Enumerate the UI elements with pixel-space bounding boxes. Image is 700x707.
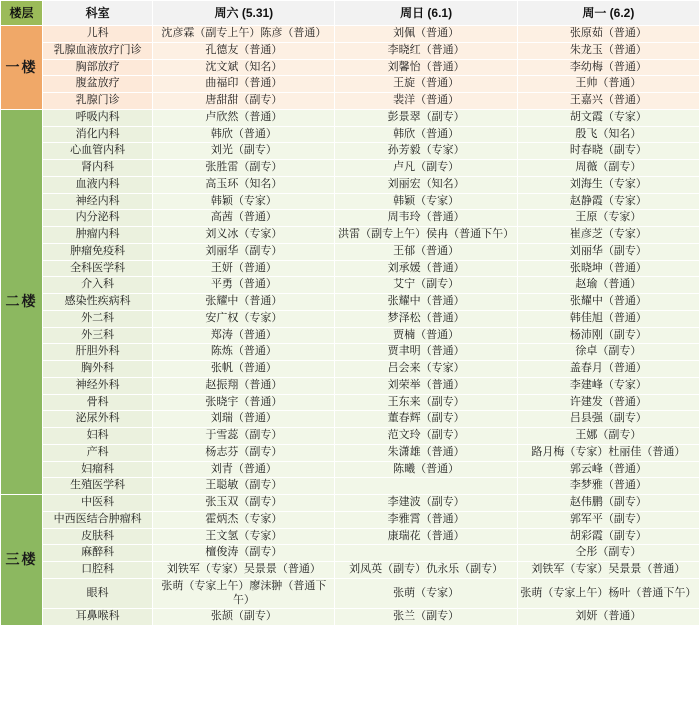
schedule-cell: 檀俊涛（副专） [153, 545, 335, 562]
schedule-cell: 刘瑞（普通） [153, 411, 335, 428]
schedule-cell: 张帆（普通） [153, 361, 335, 378]
schedule-cell: 盖春月（普通） [517, 361, 699, 378]
schedule-cell: 王娜（副专） [517, 428, 699, 445]
department-name: 乳腺血液放疗门诊 [43, 42, 153, 59]
header-day-sunday: 周日 (6.1) [335, 1, 517, 26]
department-name: 口腔科 [43, 562, 153, 579]
schedule-cell: 王聪敏（副专） [153, 478, 335, 495]
department-name: 中医科 [43, 495, 153, 512]
schedule-cell: 康瑞花（普通） [335, 528, 517, 545]
schedule-cell: 刘凤英（副专）仇永乐（副专） [335, 562, 517, 579]
schedule-cell: 郑涛（普通） [153, 327, 335, 344]
schedule-cell: 刘承媛（普通） [335, 260, 517, 277]
schedule-cell: 刘丽宏（知名） [335, 176, 517, 193]
schedule-cell: 陈曦（普通） [335, 461, 517, 478]
schedule-cell: 殷飞（知名） [517, 126, 699, 143]
schedule-cell: 许建发（普通） [517, 394, 699, 411]
schedule-cell: 张晓坤（普通） [517, 260, 699, 277]
department-name: 神经内科 [43, 193, 153, 210]
schedule-cell: 韩欣（普通） [335, 126, 517, 143]
department-name: 儿科 [43, 26, 153, 43]
table-row [1, 227, 700, 244]
table-row [1, 277, 700, 294]
schedule-cell: 霍炳杰（专家） [153, 511, 335, 528]
table-row [1, 126, 700, 143]
table-row [1, 528, 700, 545]
schedule-cell: 赵静霞（专家） [517, 193, 699, 210]
header-floor: 楼层 [1, 1, 43, 26]
table-row [1, 344, 700, 361]
schedule-cell: 高茜（普通） [153, 210, 335, 227]
table-row [1, 511, 700, 528]
schedule-cell: 梦泽松（普通） [335, 310, 517, 327]
schedule-cell: 裴洋（普通） [335, 93, 517, 110]
department-name: 皮肤科 [43, 528, 153, 545]
department-name: 耳鼻喉科 [43, 609, 153, 626]
schedule-cell: 崔彦芝（专家） [517, 227, 699, 244]
schedule-cell: 张耀中（普通） [517, 294, 699, 311]
schedule-cell: 朱潇雄（普通） [335, 444, 517, 461]
table-row [1, 609, 700, 626]
department-name: 腹盆放疗 [43, 76, 153, 93]
schedule-cell: 朱龙玉（普通） [517, 42, 699, 59]
schedule-cell: 刘馨怡（普通） [335, 59, 517, 76]
schedule-cell: 董春辉（副专） [335, 411, 517, 428]
schedule-cell: 杨志芬（副专） [153, 444, 335, 461]
schedule-cell: 张原茹（普通） [517, 26, 699, 43]
schedule-cell: 张萌（专家） [335, 578, 517, 609]
table-row [1, 495, 700, 512]
schedule-cell: 高玉环（知名） [153, 176, 335, 193]
department-name: 妇瘤科 [43, 461, 153, 478]
department-name: 消化内科 [43, 126, 153, 143]
schedule-cell: 刘铁军（专家）吴景景（普通） [153, 562, 335, 579]
schedule-cell: 曲福印（普通） [153, 76, 335, 93]
department-name: 中西医结合肿瘤科 [43, 511, 153, 528]
department-name: 外三科 [43, 327, 153, 344]
department-name: 胸外科 [43, 361, 153, 378]
department-name: 眼科 [43, 578, 153, 609]
schedule-cell: 刘铁军（专家）吴景景（普通） [517, 562, 699, 579]
schedule-cell: 刘海生（专家） [517, 176, 699, 193]
department-name: 肿瘤内科 [43, 227, 153, 244]
schedule-cell: 王文氢（专家） [153, 528, 335, 545]
schedule-cell: 徐卓（副专） [517, 344, 699, 361]
schedule-cell: 王原（专家） [517, 210, 699, 227]
schedule-cell: 吕会来（专家） [335, 361, 517, 378]
department-name: 泌尿外科 [43, 411, 153, 428]
schedule-cell: 孙芳毅（专家） [335, 143, 517, 160]
schedule-cell: 王东来（副专） [335, 394, 517, 411]
schedule-cell: 路月梅（专家）杜丽佳（普通） [517, 444, 699, 461]
schedule-cell: 于雪蕊（副专） [153, 428, 335, 445]
schedule-cell: 刘荣举（普通） [335, 377, 517, 394]
schedule-cell: 沈彦霖（副专上午）陈彦（普通） [153, 26, 335, 43]
table-row [1, 394, 700, 411]
table-row [1, 444, 700, 461]
table-row [1, 59, 700, 76]
schedule-cell: 韩颖（专家） [153, 193, 335, 210]
schedule-cell: 张颉（副专） [153, 609, 335, 626]
department-name: 妇科 [43, 428, 153, 445]
schedule-cell: 王嘉兴（普通） [517, 93, 699, 110]
schedule-cell: 李建波（副专） [335, 495, 517, 512]
schedule-cell: 沈文斌（知名） [153, 59, 335, 76]
schedule-cell: 李幼梅（普通） [517, 59, 699, 76]
department-name: 感染性疾病科 [43, 294, 153, 311]
department-name: 麻醉科 [43, 545, 153, 562]
schedule-cell: 张晓宇（普通） [153, 394, 335, 411]
schedule-cell: 张耀中（普通） [153, 294, 335, 311]
header-day-saturday: 周六 (5.31) [153, 1, 335, 26]
schedule-cell: 张兰（副专） [335, 609, 517, 626]
table-row [1, 93, 700, 110]
table-row [1, 478, 700, 495]
table-row [1, 294, 700, 311]
table-body [1, 26, 700, 626]
schedule-cell: 刘丽华（副专） [153, 243, 335, 260]
department-name: 胸部放疗 [43, 59, 153, 76]
schedule-cell: 李梦雅（普通） [517, 478, 699, 495]
department-name: 肾内科 [43, 160, 153, 177]
table-header-row [1, 1, 700, 26]
schedule-cell: 郭军平（副专） [517, 511, 699, 528]
schedule-cell: 赵振翔（普通） [153, 377, 335, 394]
table-row [1, 176, 700, 193]
schedule-cell: 仝彤（副专） [517, 545, 699, 562]
schedule-cell: 胡彩霞（副专） [517, 528, 699, 545]
table-row [1, 310, 700, 327]
table-row [1, 562, 700, 579]
department-name: 肿瘤免疫科 [43, 243, 153, 260]
department-name: 呼吸内科 [43, 109, 153, 126]
table-row [1, 160, 700, 177]
schedule-cell [335, 545, 517, 562]
schedule-cell: 陈炼（普通） [153, 344, 335, 361]
schedule-cell: 张玉双（副专） [153, 495, 335, 512]
table-row [1, 76, 700, 93]
schedule-cell: 张胜雷（副专） [153, 160, 335, 177]
table-row [1, 461, 700, 478]
schedule-cell: 洪雷（副专上午）侯冉（普通下午） [335, 227, 517, 244]
department-name: 外二科 [43, 310, 153, 327]
schedule-cell: 平勇（普通） [153, 277, 335, 294]
schedule-cell: 刘青（普通） [153, 461, 335, 478]
table-row [1, 411, 700, 428]
schedule-cell: 胡文霞（专家） [517, 109, 699, 126]
schedule-cell: 范文玲（副专） [335, 428, 517, 445]
department-name: 乳腺门诊 [43, 93, 153, 110]
schedule-cell: 唐甜甜（副专） [153, 93, 335, 110]
schedule-cell: 郭云峰（普通） [517, 461, 699, 478]
schedule-cell: 王妍（普通） [153, 260, 335, 277]
schedule-cell: 孔德友（普通） [153, 42, 335, 59]
department-name: 全科医学科 [43, 260, 153, 277]
schedule-cell: 刘丽华（副专） [517, 243, 699, 260]
table-row [1, 545, 700, 562]
schedule-cell: 刘义冰（专家） [153, 227, 335, 244]
department-name: 神经外科 [43, 377, 153, 394]
table-row [1, 26, 700, 43]
schedule-cell: 杨沛刚（副专） [517, 327, 699, 344]
schedule-cell: 王旋（普通） [335, 76, 517, 93]
schedule-cell: 周薇（副专） [517, 160, 699, 177]
table-row [1, 193, 700, 210]
table-row [1, 578, 700, 609]
schedule-cell: 时春晓（副专） [517, 143, 699, 160]
schedule-cell: 刘佩（普通） [335, 26, 517, 43]
table-row [1, 428, 700, 445]
schedule-cell: 赵瑜（普通） [517, 277, 699, 294]
department-name: 骨科 [43, 394, 153, 411]
schedule-cell: 彭景翠（副专） [335, 109, 517, 126]
department-name: 生殖医学科 [43, 478, 153, 495]
table-row [1, 361, 700, 378]
schedule-cell: 贾楠（普通） [335, 327, 517, 344]
schedule-cell: 卢凡（副专） [335, 160, 517, 177]
floor-label-2: 二楼 [1, 109, 43, 494]
table-row [1, 243, 700, 260]
schedule-cell: 韩欣（普通） [153, 126, 335, 143]
schedule-cell: 王帅（普通） [517, 76, 699, 93]
table-row [1, 143, 700, 160]
department-name: 血液内科 [43, 176, 153, 193]
department-name: 心血管内科 [43, 143, 153, 160]
schedule-cell: 张耀中（普通） [335, 294, 517, 311]
schedule-cell: 张萌（专家上午）杨叶（普通下午） [517, 578, 699, 609]
schedule-cell: 艾宁（副专） [335, 277, 517, 294]
floor-label-1: 一楼 [1, 26, 43, 110]
schedule-cell: 李雅霄（普通） [335, 511, 517, 528]
schedule-cell: 刘妍（普通） [517, 609, 699, 626]
schedule-cell: 贾聿明（普通） [335, 344, 517, 361]
department-name: 介入科 [43, 277, 153, 294]
header-day-monday: 周一 (6.2) [517, 1, 699, 26]
floor-label-3: 三楼 [1, 495, 43, 626]
schedule-cell: 李晓红（普通） [335, 42, 517, 59]
schedule-cell [335, 478, 517, 495]
department-name: 肝胆外科 [43, 344, 153, 361]
schedule-cell: 韩颖（专家） [335, 193, 517, 210]
table-row [1, 327, 700, 344]
schedule-cell: 刘光（副专） [153, 143, 335, 160]
table-row [1, 377, 700, 394]
header-department: 科室 [43, 1, 153, 26]
table-row [1, 109, 700, 126]
schedule-cell: 卢欣然（普通） [153, 109, 335, 126]
schedule-cell: 安广权（专家） [153, 310, 335, 327]
table-row [1, 260, 700, 277]
schedule-cell: 周韦玲（普通） [335, 210, 517, 227]
schedule-cell: 王郁（普通） [335, 243, 517, 260]
table-row [1, 42, 700, 59]
table-row [1, 210, 700, 227]
schedule-cell: 李建峰（专家） [517, 377, 699, 394]
schedule-cell: 张萌（专家上午）廖沫翀（普通下午） [153, 578, 335, 609]
department-name: 产科 [43, 444, 153, 461]
schedule-cell: 赵伟鹏（副专） [517, 495, 699, 512]
schedule-cell: 韩佳旭（普通） [517, 310, 699, 327]
schedule-cell: 吕县强（副专） [517, 411, 699, 428]
department-name: 内分泌科 [43, 210, 153, 227]
